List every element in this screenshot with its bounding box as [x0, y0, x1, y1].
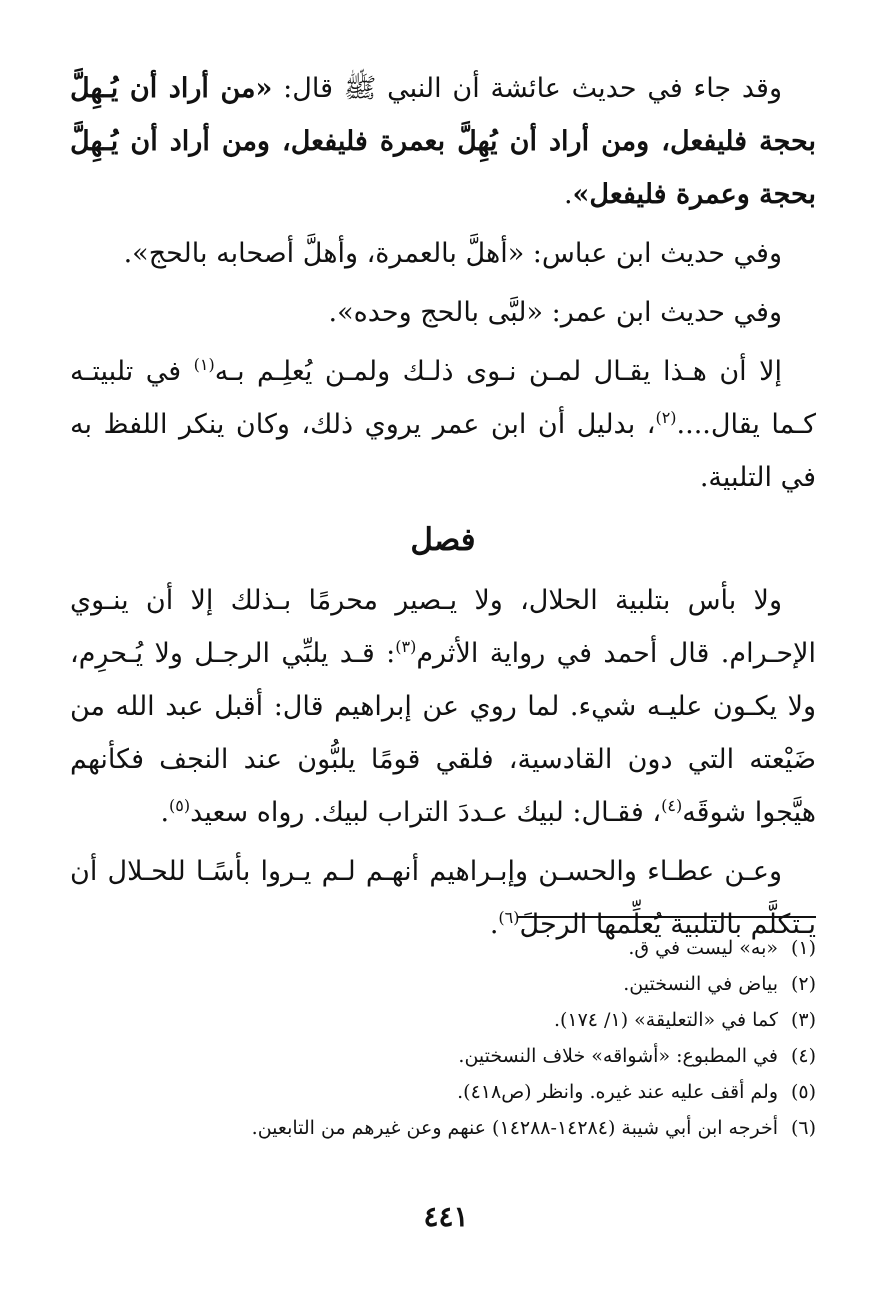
footnote-text: ولم أقف عليه عند غيره. وانظر (ص٤١٨).	[457, 1081, 778, 1103]
main-text	[70, 62, 816, 951]
footnote-ref-2: (٢)	[655, 408, 677, 427]
footnote-number: (٥)	[790, 1081, 816, 1103]
footnote-number: (٤)	[790, 1045, 816, 1067]
footnote-number: (١)	[790, 937, 816, 959]
text-segment: ولا بأس بتلبية الحلال، ولا يـصير محرمًا بـذلك إلا أن ينـوي الإحـرام. قال أحمد في رواية الأثرم	[70, 585, 816, 669]
text-segment: ، بدليل أن ابن عمر يروي ذلك، وكان ينكر اللفظ به في التلبية.	[70, 409, 816, 493]
text-segment: .	[489, 909, 499, 940]
footnote-text: في المطبوع: «أشواقه» خلاف النسختين.	[458, 1045, 778, 1067]
text-segment: في تلبيتـه كـما يقال....	[70, 356, 816, 440]
footnotes	[70, 930, 816, 1146]
paragraph-intro: وقد جاء في حديث عائشة أن النبي ﷺ قال:	[272, 73, 782, 104]
footnote-ref-1: (١)	[193, 355, 215, 374]
footnote-text: «به» ليست في ق.	[628, 937, 778, 959]
footnote-text: كما في «التعليقة» (١/ ١٧٤).	[553, 1009, 778, 1031]
text-segment: .	[160, 797, 170, 828]
footnote-number: (٢)	[790, 973, 816, 995]
paragraph-talbiya-intention	[70, 345, 816, 504]
footnote-ref-5: (٥)	[169, 796, 191, 815]
footnote-number: (٣)	[790, 1009, 816, 1031]
hadith-quote: «من أراد أن يُـهِلَّ بحجة فليفعل، ومن أراد أن يُهِلَّ بعمرة فليفعل، ومن أراد أن يُـهِلَّ بحجة وعمرة فليفعل»	[70, 73, 816, 210]
text-segment: ، فقـال: لبيك عـددَ التراب لبيك. رواه سعيد	[190, 797, 662, 828]
footnote-ref-6: (٦)	[498, 908, 520, 927]
footnote-item	[70, 1110, 816, 1146]
footnote-item	[70, 1074, 816, 1110]
footnote-text: أخرجه ابن أبي شيبة (١٤٢٨٤-١٤٢٨٨) عنهم وعن غيرهم من التابعين.	[251, 1117, 778, 1139]
paragraph-ibn-umar: وفي حديث ابن عمر: «لبَّى بالحج وحده».	[328, 297, 782, 328]
footnote-number: (٦)	[790, 1117, 816, 1139]
page-number: ٤٤١	[423, 1200, 469, 1233]
footnote-text: بياض في النسختين.	[623, 973, 778, 995]
section-title: فصل	[410, 522, 476, 558]
text-segment: إلا أن هـذا يقـال لمـن نـوى ذلـك ولمـن يُعلِـم بـه	[214, 356, 782, 387]
footnote-item	[70, 1002, 816, 1038]
paragraph-end: .	[563, 179, 573, 210]
footnote-divider	[518, 916, 816, 918]
text-segment: وعـن عطـاء والحسـن وإبـراهيم أنهـم لـم يـروا بأسًـا للحـلال أن يـتكلَّم بالتلبية يُعلِّمها الرجلَ	[70, 856, 816, 940]
paragraph-ibn-abbas: وفي حديث ابن عباس: «أهلَّ بالعمرة، وأهلَّ أصحابه بالحج».	[123, 238, 782, 269]
footnote-item	[70, 1038, 816, 1074]
footnote-item	[70, 966, 816, 1002]
paragraph-aisha-hadith	[70, 62, 816, 221]
footnote-ref-4: (٤)	[661, 796, 683, 815]
text-segment: : قـد يلبِّي الرجـل ولا يُـحرِم، ولا يكـون عليـه شيء. لما روي عن إبراهيم قال: أقبل عبد الله من ضَيْعته التي دون القادسية، فلقي قومًا يلبُّون عند النجف فكأنهم هيَّجوا شوقَه	[70, 638, 816, 828]
paragraph-halal-talbiya	[70, 574, 816, 839]
footnote-ref-3: (٣)	[395, 637, 417, 656]
footnote-item	[70, 930, 816, 966]
